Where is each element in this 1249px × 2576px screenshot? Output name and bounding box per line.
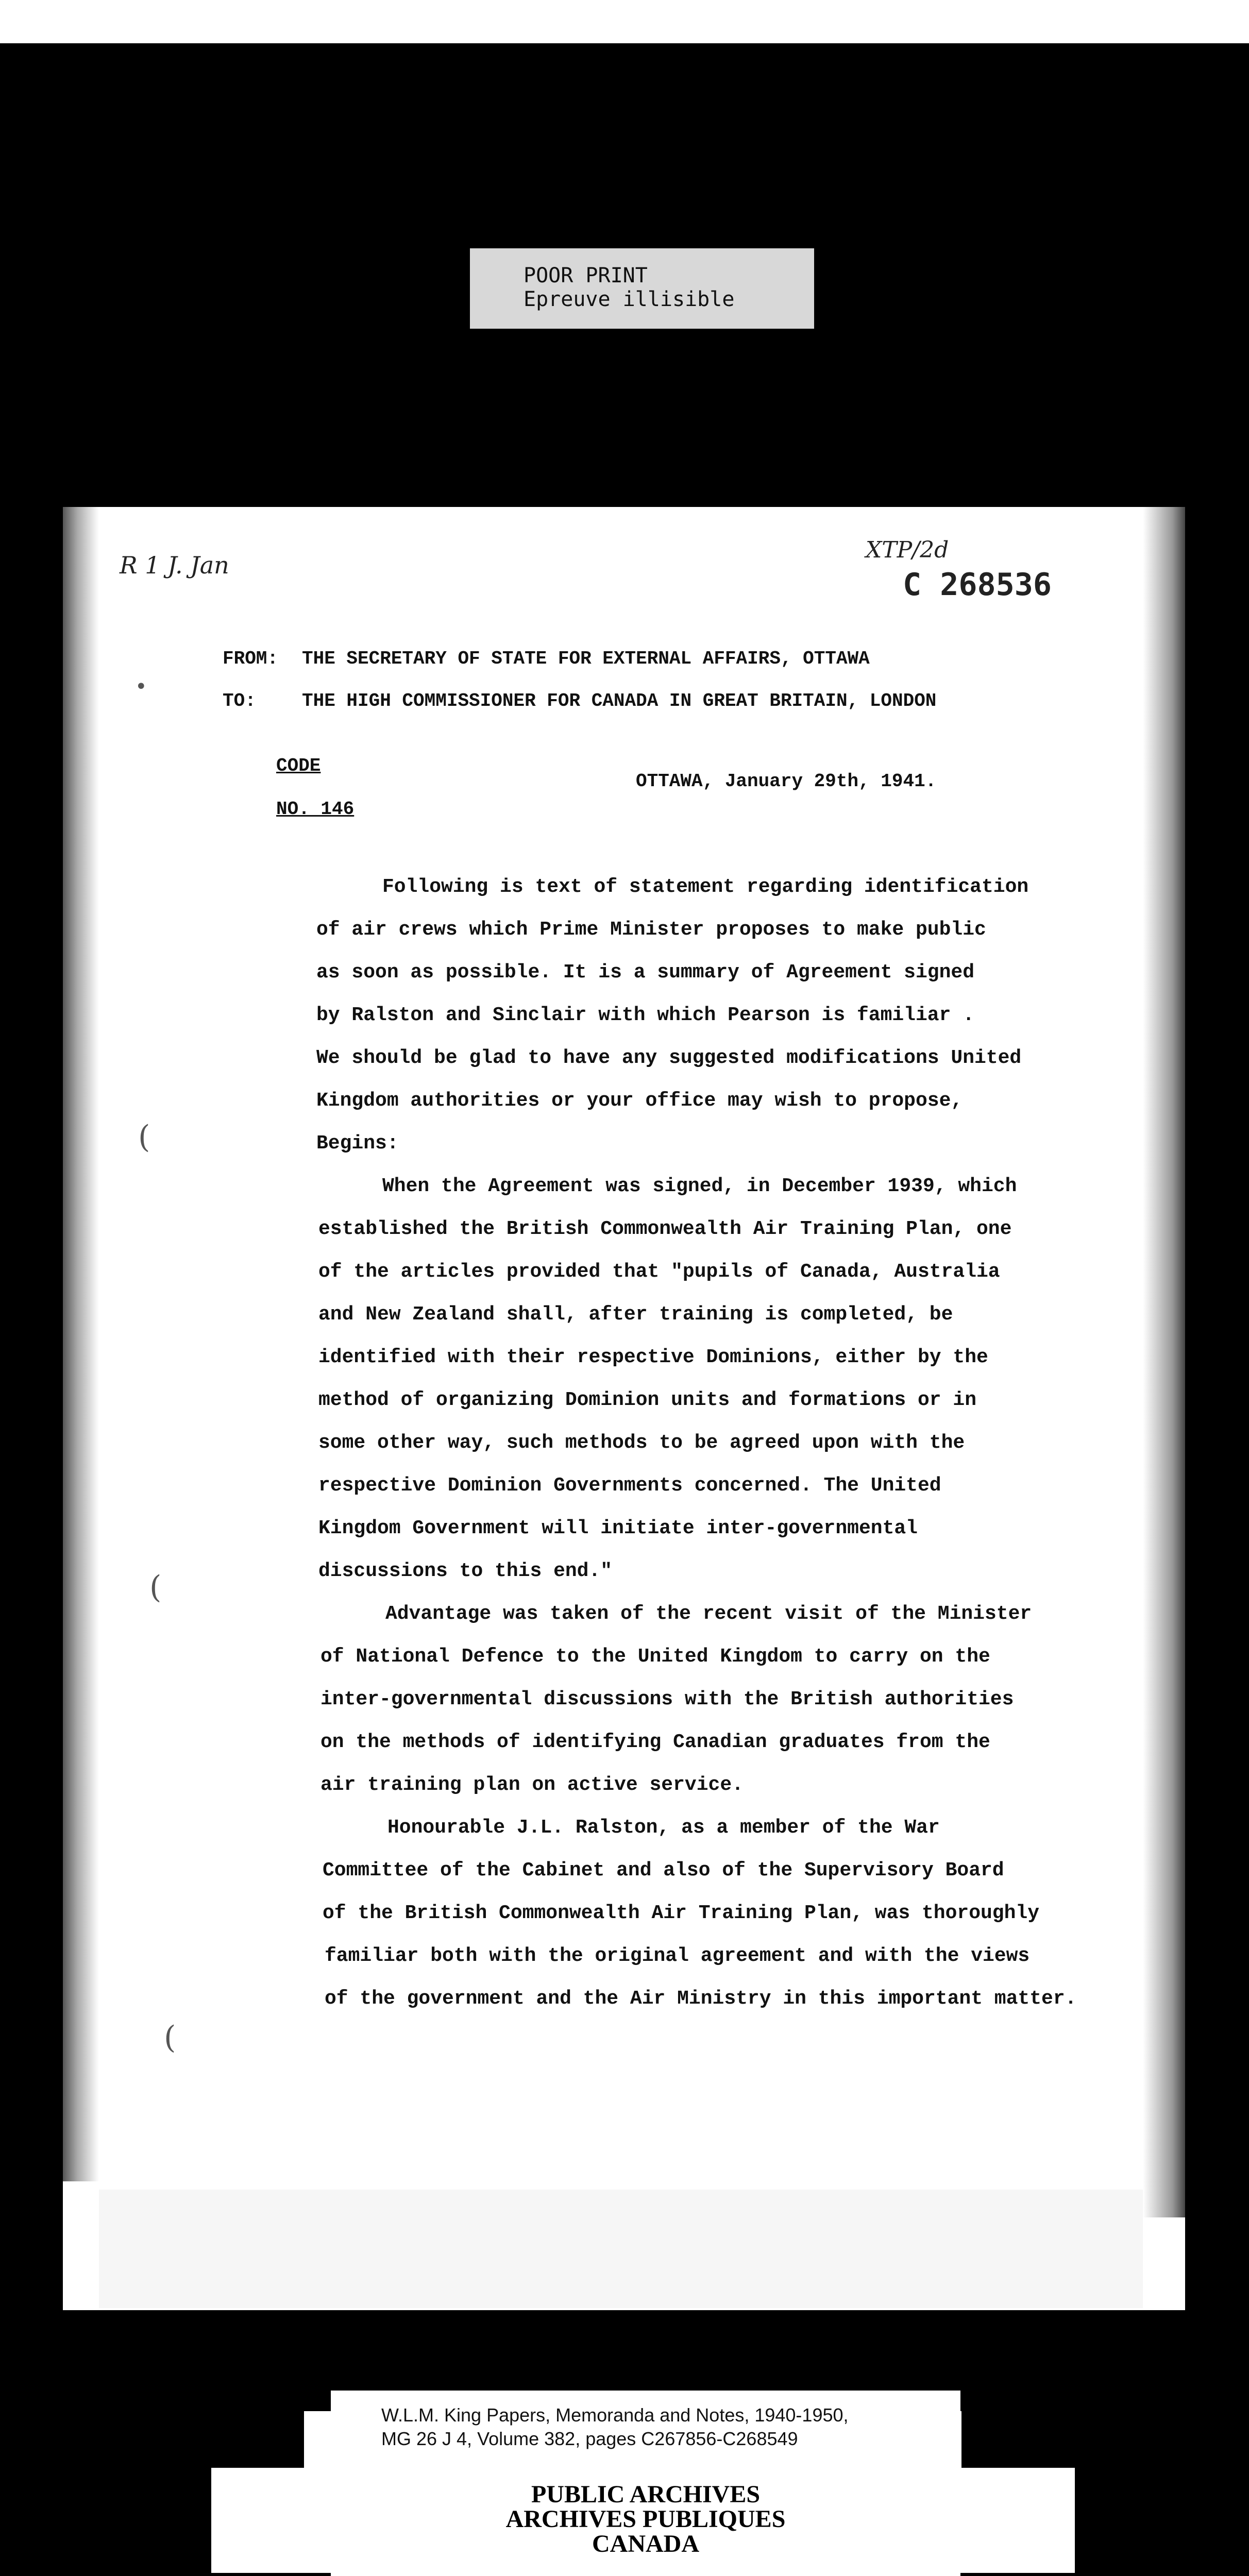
handwritten-initials: R 1 J. Jan — [120, 551, 229, 579]
body-line: respective Dominion Governments concerned. The United — [318, 1475, 941, 1497]
body-line: of the British Commonwealth Air Training Plan, was thoroughly — [323, 1902, 1040, 1924]
body-line: and New Zealand shall, after training is completed, be — [318, 1303, 953, 1326]
body-line: of the articles provided that "pupils of Canada, Australia — [318, 1261, 1000, 1283]
body-line: We should be glad to have any suggested modifications United — [316, 1047, 1022, 1069]
body-line: method of organizing Dominion units and formations or in — [318, 1389, 977, 1411]
archive-citation-line1: W.L.M. King Papers, Memoranda and Notes, 1940-1950, — [381, 2404, 849, 2426]
body-line: of air crews which Prime Minister proposes to make public — [316, 919, 986, 941]
body-line: Honourable J.L. Ralston, as a member of the War — [387, 1817, 940, 1839]
poor-print-line1: POOR PRINT — [524, 264, 648, 287]
body-line: of the government and the Air Ministry in this important matter. — [325, 1988, 1077, 2010]
body-line: Committee of the Cabinet and also of the Supervisory Board — [323, 1859, 1004, 1882]
body-line: established the British Commonwealth Air Training Plan, one — [318, 1218, 1012, 1240]
archives-stamp-line1: PUBLIC ARCHIVES — [531, 2481, 761, 2508]
archives-stamp-line2: ARCHIVES PUBLIQUES — [505, 2505, 786, 2533]
handwritten-reference: XTP/2d — [866, 537, 949, 563]
archive-label-shadow-left — [211, 2411, 304, 2468]
body-line: Kingdom Government will initiate inter-governmental — [318, 1517, 918, 1539]
body-line: by Ralston and Sinclair with which Pearson is familiar . — [316, 1004, 975, 1026]
body-line: When the Agreement was signed, in December 1939, which — [382, 1175, 1017, 1197]
body-line: identified with their respective Dominions, either by the — [318, 1346, 988, 1368]
body-line: on the methods of identifying Canadian graduates from the — [320, 1731, 990, 1753]
to-text: THE HIGH COMMISSIONER FOR CANADA IN GREAT BRITAIN, LONDON — [302, 690, 937, 711]
body-line: air training plan on active service. — [320, 1774, 744, 1796]
poor-print-line2: Epreuve illisible — [524, 287, 735, 311]
poor-print-stamp — [470, 248, 814, 329]
page-bottom-band — [99, 2190, 1143, 2308]
archives-stamp — [331, 2482, 960, 2556]
margin-mark: ( — [138, 1119, 150, 1155]
message-number: NO. 146 — [276, 799, 355, 820]
body-line: Kingdom authorities or your office may wish to propose, — [316, 1090, 963, 1112]
body-line: inter-governmental discussions with the British authorities — [320, 1688, 1014, 1710]
margin-mark: • — [135, 675, 147, 699]
archive-label-shadow-right — [961, 2411, 1075, 2468]
body-line: Following is text of statement regarding identification — [382, 876, 1029, 898]
body-line: as soon as possible. It is a summary of Agreement signed — [316, 961, 975, 984]
page-shadow-right — [1143, 507, 1185, 2217]
from-text: THE SECRETARY OF STATE FOR EXTERNAL AFFAIRS, OTTAWA — [302, 648, 870, 669]
archive-citation — [381, 2403, 849, 2451]
margin-mark: ( — [164, 2020, 176, 2056]
body-line: familiar both with the original agreement and with the views — [325, 1945, 1030, 1967]
from-label: FROM: — [223, 648, 279, 669]
body-line: of National Defence to the United Kingdom to carry on the — [320, 1646, 990, 1668]
document-number: C 268536 — [903, 567, 1052, 603]
body-line: Advantage was taken of the recent visit of the Minister — [385, 1603, 1032, 1625]
film-top-strip — [0, 0, 1249, 43]
page-shadow-left — [63, 507, 99, 2181]
body-line: discussions to this end." — [318, 1560, 613, 1582]
archive-citation-line2: MG 26 J 4, Volume 382, pages C267856-C268549 — [381, 2428, 798, 2449]
body-line: Begins: — [316, 1132, 399, 1155]
margin-mark: ( — [149, 1569, 162, 1605]
dateline: OTTAWA, January 29th, 1941. — [636, 771, 937, 792]
body-line: some other way, such methods to be agreed upon with the — [318, 1432, 965, 1454]
archives-stamp-line3: CANADA — [592, 2530, 699, 2557]
to-label: TO: — [223, 690, 256, 711]
code-label: CODE — [276, 755, 321, 776]
